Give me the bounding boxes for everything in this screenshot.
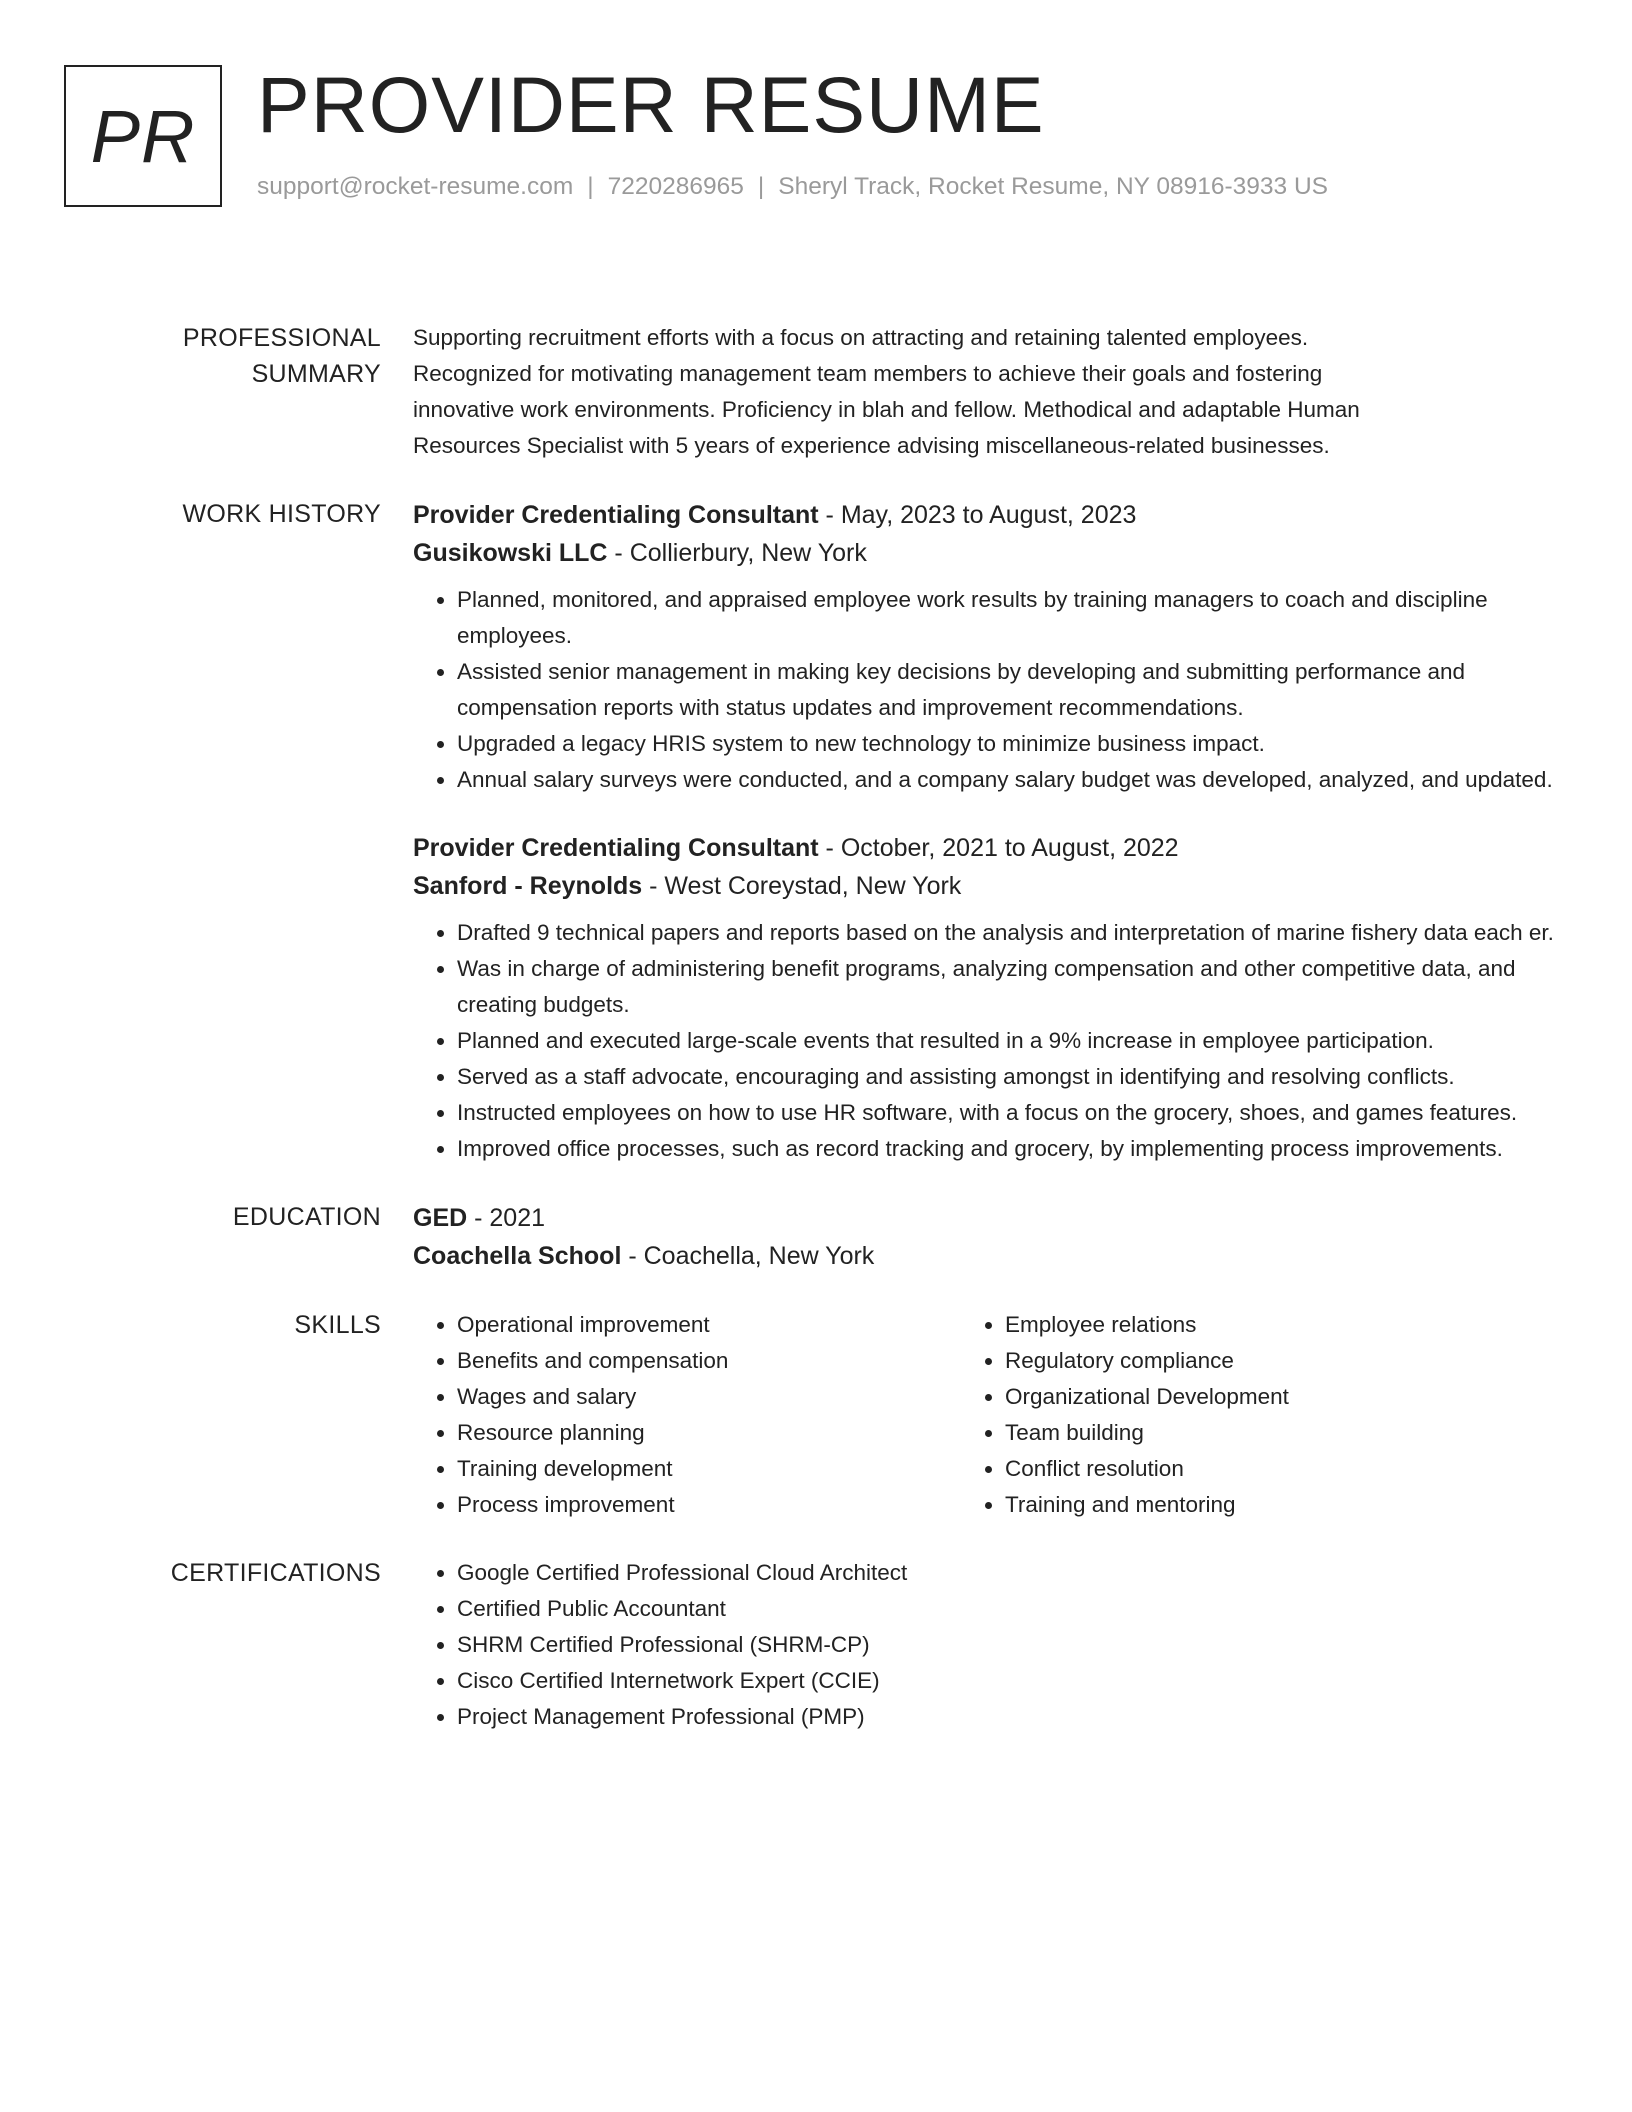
- job-title-line: [413, 829, 1557, 867]
- list-item: • Was in charge of administering benefit programs, analyzing compensation and other competitive data, and creating budgets.: [457, 951, 1557, 1023]
- job-title: Provider Credentialing Consultant: [413, 834, 819, 862]
- list-item: • Regulatory compliance: [1005, 1343, 1289, 1379]
- job-company: Sanford - Reynolds: [413, 872, 643, 900]
- education-school: Coachella School: [413, 1242, 622, 1270]
- job-dates: - May, 2023 to August, 2023: [818, 501, 1137, 529]
- section-label: PROFESSIONAL SUMMARY: [182, 324, 381, 388]
- list-item: • Drafted 9 technical papers and reports based on the analysis and interpretation of marine fishery data each er.: [457, 915, 1557, 951]
- certifications-list: [413, 1555, 1557, 1735]
- list-item: • Training and mentoring: [1005, 1487, 1289, 1523]
- job-entry: [413, 829, 1557, 1167]
- list-item: • Served as a staff advocate, encouraging and assisting amongst in identifying and resolving conflicts.: [457, 1059, 1557, 1095]
- list-item: • Team building: [1005, 1415, 1289, 1451]
- job-company-line: [413, 867, 1557, 905]
- list-item: • Operational improvement: [457, 1307, 961, 1343]
- list-item: • Resource planning: [457, 1415, 961, 1451]
- job-company: Gusikowski LLC: [413, 539, 608, 567]
- list-item: • Wages and salary: [457, 1379, 961, 1415]
- job-entry: [413, 496, 1557, 798]
- job-dates: - October, 2021 to August, 2022: [818, 834, 1179, 862]
- list-item: • Assisted senior management in making key decisions by developing and submitting performance and compensation reports with status updates and improvement recommendations.: [457, 654, 1557, 726]
- job-title-line: [413, 496, 1557, 534]
- skills-list-right: [961, 1307, 1289, 1523]
- list-item: • Improved office processes, such as record tracking and grocery, by implementing process improvements.: [457, 1131, 1557, 1167]
- list-item: • Project Management Professional (PMP): [457, 1699, 1557, 1735]
- list-item: • Planned and executed large-scale events that resulted in a 9% increase in employee participation.: [457, 1023, 1557, 1059]
- list-item: • Upgraded a legacy HRIS system to new technology to minimize business impact.: [457, 726, 1557, 762]
- list-item: • Process improvement: [457, 1487, 961, 1523]
- list-item: • Employee relations: [1005, 1307, 1289, 1343]
- section-certifications: [64, 1555, 1557, 1735]
- section-work-history: [64, 496, 1557, 1167]
- resume-header: [64, 60, 1557, 229]
- contact-phone: 7220286965: [607, 173, 744, 200]
- contact-email: support@rocket-resume.com: [257, 173, 574, 200]
- summary-line: innovative work environments. Proficiency in blah and fellow. Methodical and adaptable Human: [413, 397, 1360, 422]
- list-item: • Cisco Certified Internetwork Expert (CCIE): [457, 1663, 1557, 1699]
- list-item: • Annual salary surveys were conducted, and a company salary budget was developed, analyzed, and updated.: [457, 762, 1557, 798]
- list-item: • Organizational Development: [1005, 1379, 1289, 1415]
- summary-line: Resources Specialist with 5 years of experience advising miscellaneous-related businesses.: [413, 433, 1330, 458]
- job-company-line: [413, 534, 1557, 572]
- section-label: SKILLS: [294, 1311, 381, 1339]
- skills-content: [413, 1307, 1557, 1523]
- list-item: • Benefits and compensation: [457, 1343, 961, 1379]
- summary-text: [413, 320, 1557, 464]
- list-item: • Conflict resolution: [1005, 1451, 1289, 1487]
- section-education: [64, 1199, 1557, 1275]
- job-title: Provider Credentialing Consultant: [413, 501, 819, 529]
- job-location: - West Coreystad, New York: [642, 872, 962, 900]
- monogram-logo: PR: [64, 65, 222, 207]
- section-label: EDUCATION: [232, 1203, 381, 1231]
- education-degree: GED: [413, 1204, 468, 1232]
- contact-separator: |: [757, 173, 765, 200]
- section-label: WORK HISTORY: [182, 500, 381, 528]
- job-bullets: [413, 582, 1557, 798]
- work-history-content: [413, 496, 1557, 1167]
- list-item: • Planned, monitored, and appraised employee work results by training managers to coach and discipline employees.: [457, 582, 1557, 654]
- list-item: • Instructed employees on how to use HR software, with a focus on the grocery, shoes, and games features.: [457, 1095, 1557, 1131]
- contact-line: [257, 173, 1328, 201]
- summary-line: Supporting recruitment efforts with a focus on attracting and retaining talented employees.: [413, 325, 1309, 350]
- job-bullets: [413, 915, 1557, 1167]
- list-item: • Training development: [457, 1451, 961, 1487]
- education-degree-line: [413, 1199, 1557, 1237]
- education-content: [413, 1199, 1557, 1275]
- list-item: • SHRM Certified Professional (SHRM-CP): [457, 1627, 1557, 1663]
- skills-list-left: [413, 1307, 961, 1523]
- section-summary: [64, 320, 1557, 464]
- education-year: - 2021: [467, 1204, 546, 1232]
- resume-title: PROVIDER RESUME: [257, 60, 1045, 149]
- list-item: • Certified Public Accountant: [457, 1591, 1557, 1627]
- education-school-line: [413, 1237, 1557, 1275]
- list-item: • Google Certified Professional Cloud Architect: [457, 1555, 1557, 1591]
- contact-separator: |: [587, 173, 594, 200]
- certifications-content: [413, 1555, 1557, 1735]
- summary-line: Recognized for motivating management team members to achieve their goals and fostering: [413, 361, 1323, 386]
- contact-address: Sheryl Track, Rocket Resume, NY 08916-3933 US: [778, 173, 1328, 200]
- section-skills: [64, 1307, 1557, 1523]
- job-location: - Collierbury, New York: [607, 539, 867, 567]
- section-label: CERTIFICATIONS: [170, 1559, 381, 1587]
- education-location: - Coachella, New York: [621, 1242, 875, 1270]
